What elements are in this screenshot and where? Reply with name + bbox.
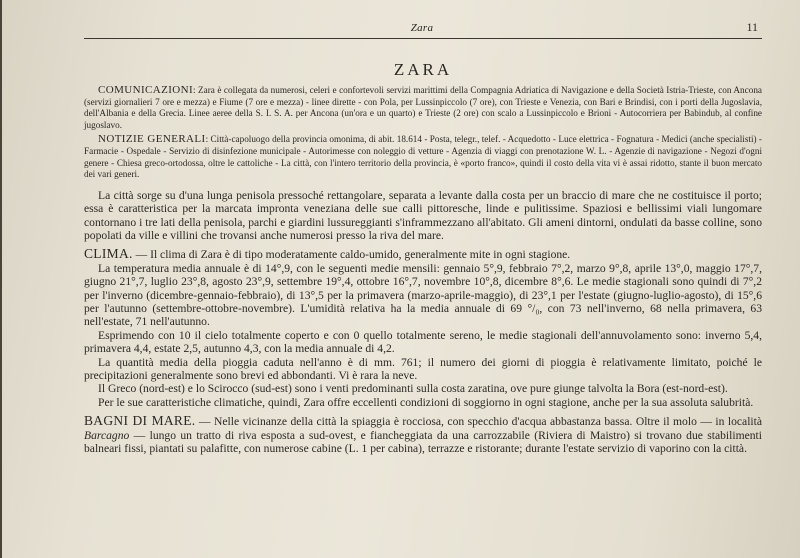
clima-text: — Il clima di Zara è di tipo moderatamente caldo-umido, generalmente mite in ogni stagione. [132, 248, 571, 262]
book-page [2, 0, 800, 558]
page-title: ZARA [393, 60, 453, 79]
notizie-text: : Città-capoluogo della provincia omonima, di abit. 18.614 - Posta, telegr., telef. - Acquedotto - Luce elettrica - Fognatura - Medici (anche specialisti) - Farmacie - Ospedale - Servizio di disinfezione municipale - Autorimesse con noleggio di vetture - Agenzia di viaggi con prenotazione W. L. - Agenzie di navigazione - Negozi d'ogni genere - Chiesa greco-ortodossa, oltre le cattoliche - La città, con l'intero territorio della provincia, è «porto franco», quindi il costo della vita vi è assai ridotto, stante il buon mercato dei vari generi. [84, 134, 762, 180]
header-rule [84, 38, 762, 39]
intro-paragraph: La città sorge su d'una lunga penisola pressoché rettangolare, separata a levante dalla costa per un braccio di mare che ne costituisce il porto; essa è caratteristica per la marcata impronta veneziana delle sue calli pittoresche, linde e pulitissime. Spaziosi e bellissimi viali lungomare contornano i tre lati della penisola, parchi e giardini lussureggianti s'inframmezzano all'abitato. Gli ameni dintorni, ondulati da basse colline, sono popolati da ville e villini che trovansi anche numerosi presso la riva del mare. [84, 188, 762, 242]
bagni-text-b: — lungo un tratto di riva esposta a sud-ovest, e fiancheggiata da una carrozzabile (Riviera di Maistro) si trovano due stabilimenti balneari fissi, piantati su palafitte, con numerose cabine (L. 1 per cabina), terrazze e ristorante; durante l'estate servizio di vaporino con la città. [84, 428, 762, 456]
comunicazioni-paragraph [84, 85, 762, 131]
clima-label: CLIMA. [84, 246, 133, 262]
notizie-paragraph [84, 134, 762, 180]
clima-paragraph [84, 247, 762, 261]
notizie-label: NOTIZIE GENERALI [98, 133, 206, 146]
bagni-text-a: — Nelle vicinanze della città la spiaggia è rocciosa, con specchio d'acqua abbastanza bassa. Oltre il molo — in località [195, 415, 762, 429]
rain-paragraph: La quantità media della pioggia caduta nell'anno è di mm. 761; il numero dei giorni di pioggia è relativamente limitato, poiché le precipitazioni generalmente sono brevi ed abbondanti. Vi è rara la neve. [84, 355, 762, 383]
running-head: Zara [410, 22, 434, 34]
comunicazioni-label: COMUNICAZIONI [98, 84, 194, 96]
bagni-paragraph [84, 414, 762, 455]
temperature-paragraph: La temperatura media annuale è di 14°,9, con le seguenti medie mensili: gennaio 5°,9, febbraio 7°,2, marzo 9°,8, aprile 13°,0, maggio 17°,7, giugno 21°,7, luglio 23°,8, agosto 23°,9, settembre 19°,4, ottobre 16°,7, novembre 10°,8, dicembre 8°,6. Le medie stagionali sono quindi di 7°,2 per l'inverno (dicembre-gennaio-febbraio), di 13°,5 per la primavera (marzo-aprile-maggio), di 23°,1 per l'estate (giugno-luglio-agosto), di 15°,6 per l'autunno (settembre-ottobre-novembre). L'umidità relativa ha la media annuale di 69 °/₀, con 73 nell'inverno, 68 nella primavera, 63 nell'estate, 71 nell'autunno. [84, 261, 762, 329]
cloud-paragraph: Esprimendo con 10 il cielo totalmente coperto e con 0 quello totalmente sereno, le medie stagionali dell'annuvolamento sono: inverno 5,4, primavera 4,4, estate 2,5, autunno 4,3, con la media annuale di 4,2. [84, 328, 762, 356]
page-body [84, 85, 762, 455]
page-number: 11 [746, 20, 758, 34]
bagni-place: Barcagno [84, 428, 130, 442]
wind-paragraph: Il Greco (nord-est) e lo Scirocco (sud-est) sono i venti predominanti sulla costa zaratina, ove pure giunge talvolta la Bora (est-nord-est). [98, 382, 728, 396]
climate-summary-paragraph: Per le sue caratteristiche climatiche, quindi, Zara offre eccellenti condizioni di soggiorno in ogni stagione, anche per la sua assoluta salubrità. [98, 395, 754, 409]
comunicazioni-text: : Zara è collegata da numerosi, celeri e confortevoli servizi marittimi della Compagnia Adriatica di Navigazione e della Società Istria-Trieste, con Ancona (servizi giornalieri 7 ore e mezza) e Fiume (7 ore e mezza) - linee dirette - con Pola, per Lussinpiccolo (7 ore), con Trieste e Venezia, con Bari e Brindisi, con i porti della Jugoslavia, dell'Albania e della Grecia. Linee aeree della S. I. S. A. per Ancona (un'ora e un quarto) e Trieste (2 ore) con scalo a Lussinpiccolo e Brioni - Autocorriera per Babindub, al confine jugoslavo. [84, 85, 762, 130]
bagni-label: BAGNI DI MARE. [84, 413, 196, 429]
